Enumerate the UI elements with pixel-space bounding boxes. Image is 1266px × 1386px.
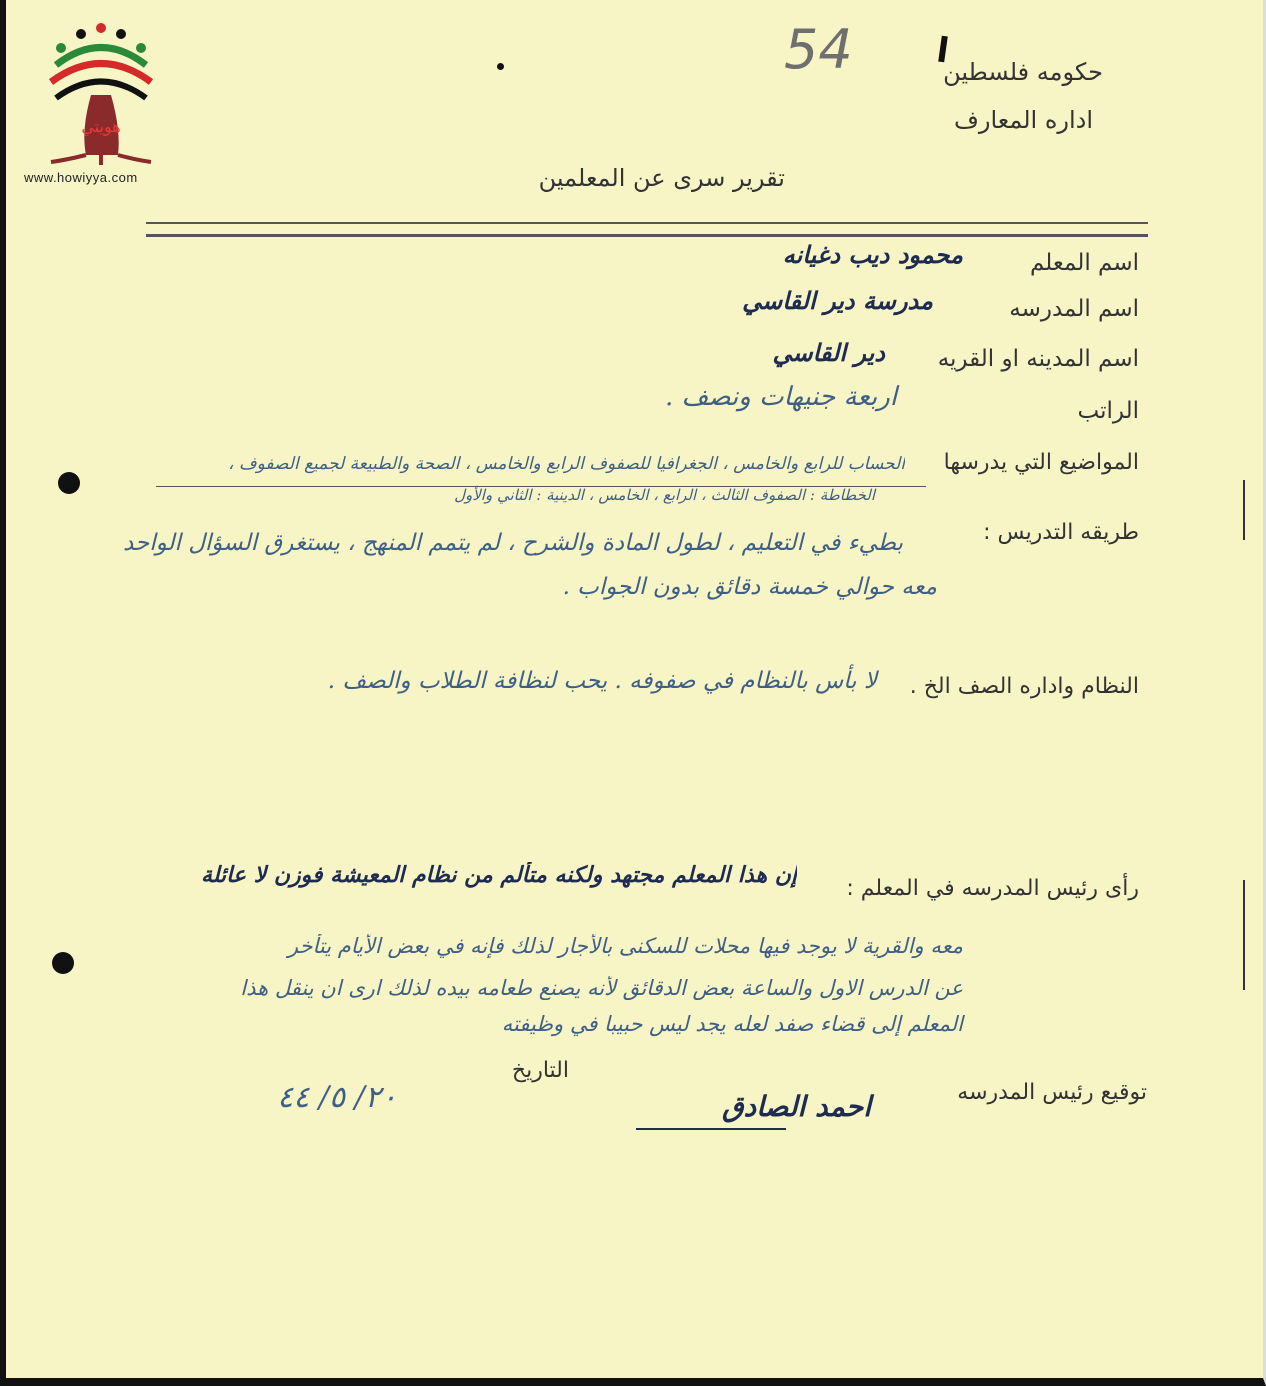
date-label: التاريخ	[511, 1058, 569, 1083]
title-rule-2	[146, 234, 1148, 237]
punch-hole-bottom	[52, 952, 74, 974]
margin-line	[1243, 480, 1245, 540]
town-value: دير القاسي	[772, 338, 885, 367]
teaching-method-value-line1: بطيء في التعليم ، لطول المادة والشرح ، لم يتمم المنهج ، يستغرق السؤال الواحد	[122, 530, 903, 556]
principal-opinion-line3: عن الدرس الاول والساعة بعض الدقائق لأنه يصنع طعامه بيده لذلك ارى ان ينقل هذا	[240, 976, 963, 1000]
department-header: اداره المعارف	[953, 106, 1093, 134]
government-header: حكومه فلسطين	[943, 58, 1103, 86]
principal-opinion-line1: إن هذا المعلم مجتهد ولكنه متألم من نظام المعيشة فوزن لا عائلة	[200, 862, 797, 888]
teaching-method-value-line2: معه حوالي خمسة دقائق بدون الجواب .	[562, 574, 937, 600]
page-number: 54	[784, 18, 853, 81]
subjects-value-line2: الخطاطة : الصفوف الثالث ، الرابع ، الخامس ، الدينية : الثاني والأول	[454, 486, 875, 504]
school-name-label: اسم المدرسه	[1009, 296, 1139, 322]
discipline-value: لا بأس بالنظام في صفوفه . يحب لنظافة الطلاب والصف .	[327, 668, 877, 694]
subjects-label: المواضيع التي يدرسها	[943, 450, 1139, 475]
logo-text: هويتي	[81, 117, 121, 136]
teacher-name-label: اسم المعلم	[1030, 250, 1139, 276]
page-title: تقرير سرى عن المعلمين	[538, 164, 785, 192]
signature-label: توقيع رئيس المدرسه	[957, 1080, 1147, 1105]
teaching-method-label: طريقه التدريس :	[983, 520, 1139, 545]
discipline-label: النظام واداره الصف الخ .	[909, 674, 1139, 699]
report-date: ٢٠/ ٥/ ٤٤	[277, 1080, 397, 1115]
town-label: اسم المدينه او القريه	[937, 346, 1139, 372]
principal-opinion-line4: المعلم إلى قضاء صفد لعله يجد ليس حبيبا في وظيفته	[501, 1012, 963, 1036]
principal-opinion-line2: معه والقرية لا يوجد فيها محلات للسكنى بالأجار لذلك فإنه في بعض الأيام يتأخر	[287, 934, 963, 958]
signature-stroke	[636, 1128, 786, 1130]
school-name-value: مدرسة دير القاسي	[742, 286, 933, 315]
title-rule	[146, 222, 1148, 224]
salary-label: الراتب	[1077, 398, 1139, 424]
principal-signature: احمد الصادق	[721, 1090, 871, 1123]
logo-url: www.howiyya.com	[24, 170, 138, 185]
howiyya-logo	[26, 20, 176, 190]
principal-opinion-label: رأى رئيس المدرسه في المعلم :	[846, 876, 1139, 901]
salary-value: اربعة جنيهات ونصف .	[665, 382, 897, 412]
ink-speck	[497, 63, 504, 70]
teacher-name-value: محمود ديب دغيانه	[782, 240, 963, 269]
punch-hole-top	[58, 472, 80, 494]
margin-line	[1243, 880, 1245, 990]
subjects-value-line1: الحساب للرابع والخامس ، الجغرافيا للصفوف الرابع والخامس ، الصحة والطبيعة لجميع الصفوف ،	[228, 454, 905, 474]
